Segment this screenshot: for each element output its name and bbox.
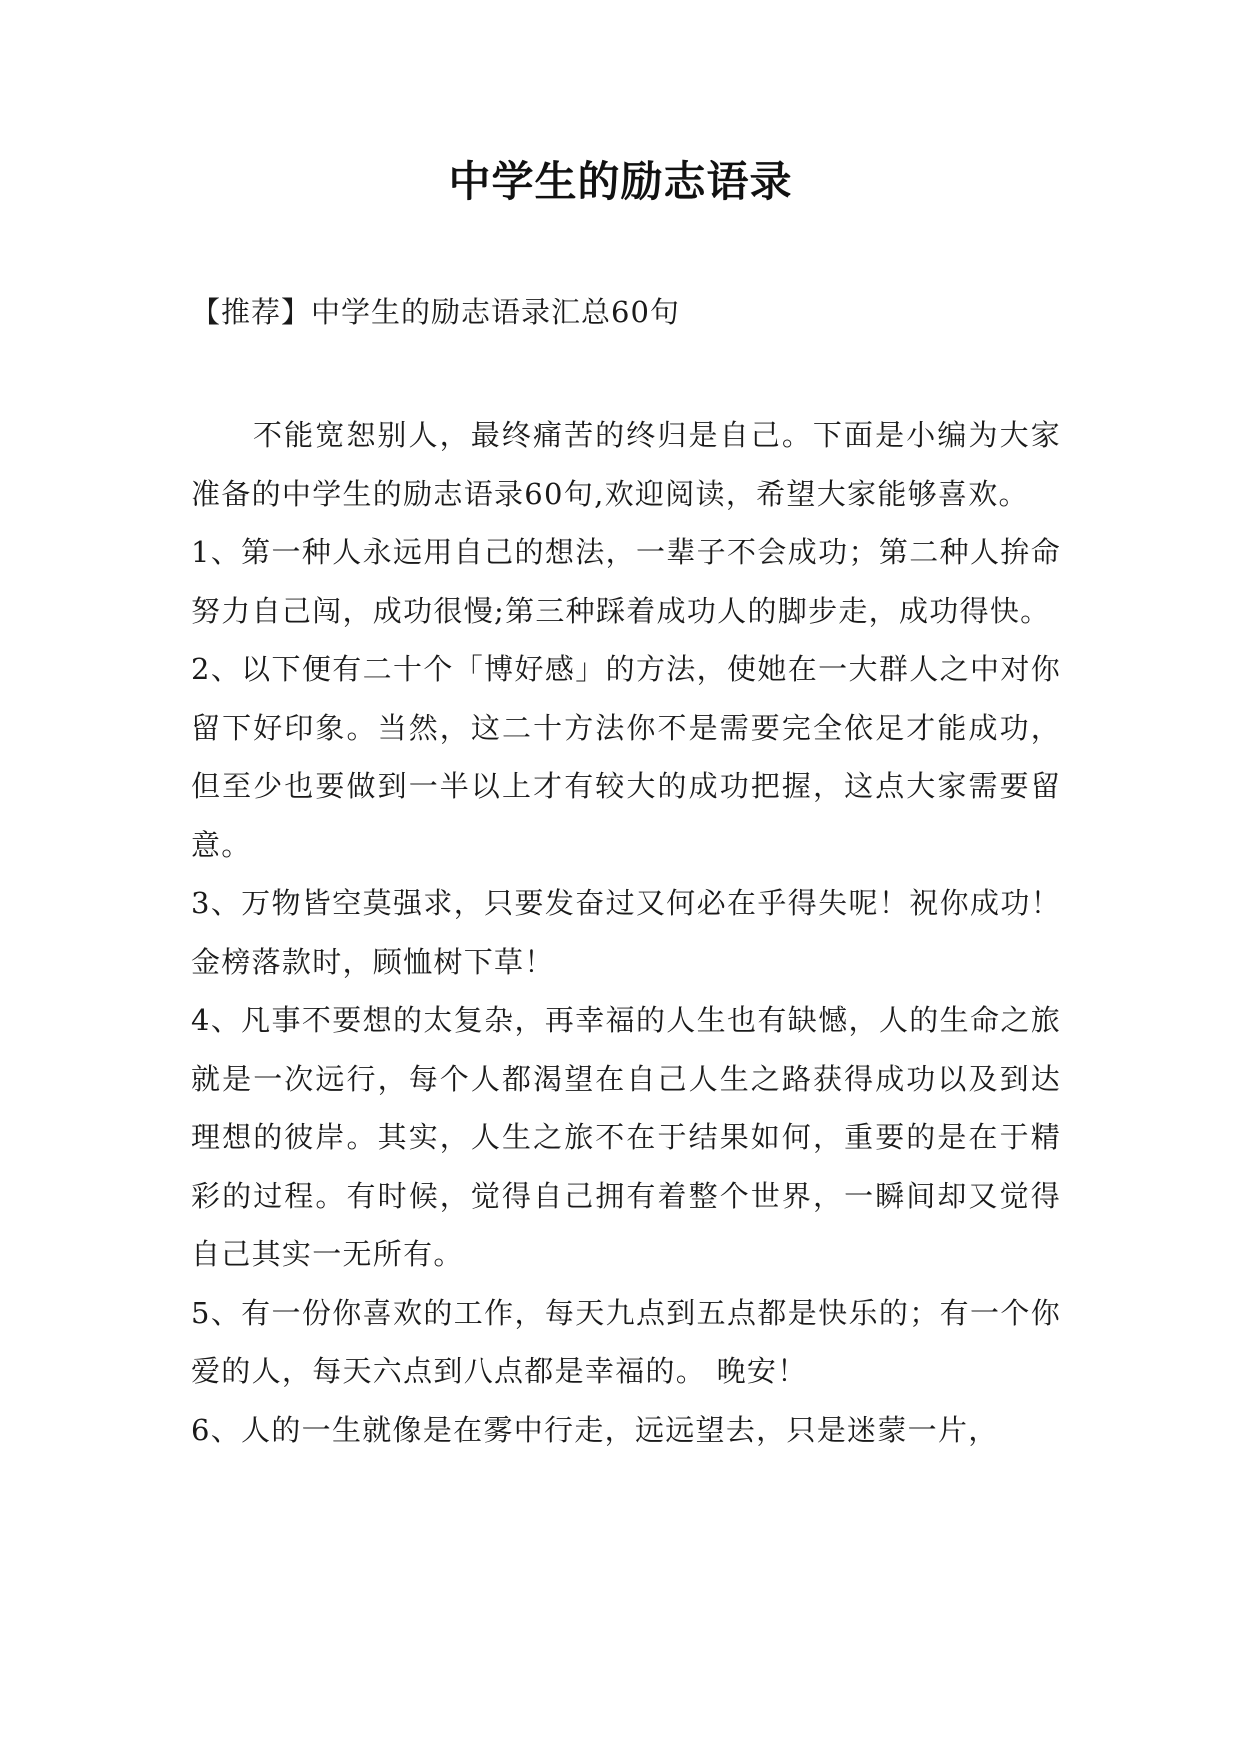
document-subtitle: 【推荐】中学生的励志语录汇总60句 <box>191 295 680 329</box>
list-item: 5、有一份你喜欢的工作，每天九点到五点都是快乐的；有一个你爱的人，每天六点到八点都是幸福的。 晚安！ <box>191 1295 1061 1388</box>
list-item: 3、万物皆空莫强求，只要发奋过又何必在乎得失呢！祝你成功！金榜落款时，顾恤树下草！ <box>191 886 1061 979</box>
list-item: 6、人的一生就像是在雾中行走，远远望去，只是迷蒙一片， <box>191 1412 999 1447</box>
document-title: 中学生的励志语录 <box>448 157 793 206</box>
list-item: 2、以下便有二十个「博好感」的方法，使她在一大群人之中对你留下好印象。当然，这二十方法你不是需要完全依足才能成功，但至少也要做到一半以上才有较大的成功把握，这点大家需要留意。 <box>191 652 1061 862</box>
list-item: 1、第一种人永远用自己的想法，一辈子不会成功；第二种人拚命努力自己闯，成功很慢;第三种踩着成功人的脚步走，成功得快。 <box>191 535 1061 628</box>
intro-paragraph: 不能宽恕别人，最终痛苦的终归是自己。下面是小编为大家准备的中学生的励志语录60句,欢迎阅读，希望大家能够喜欢。 <box>191 418 1061 511</box>
list-item: 4、凡事不要想的太复杂，再幸福的人生也有缺憾，人的生命之旅就是一次远行，每个人都渴望在自己人生之路获得成功以及到达理想的彼岸。其实，人生之旅不在于结果如何，重要的是在于精彩的过程。有时候，觉得自己拥有着整个世界，一瞬间却又觉得自己其实一无所有。 <box>191 1003 1061 1271</box>
document-body <box>191 406 1061 1459</box>
